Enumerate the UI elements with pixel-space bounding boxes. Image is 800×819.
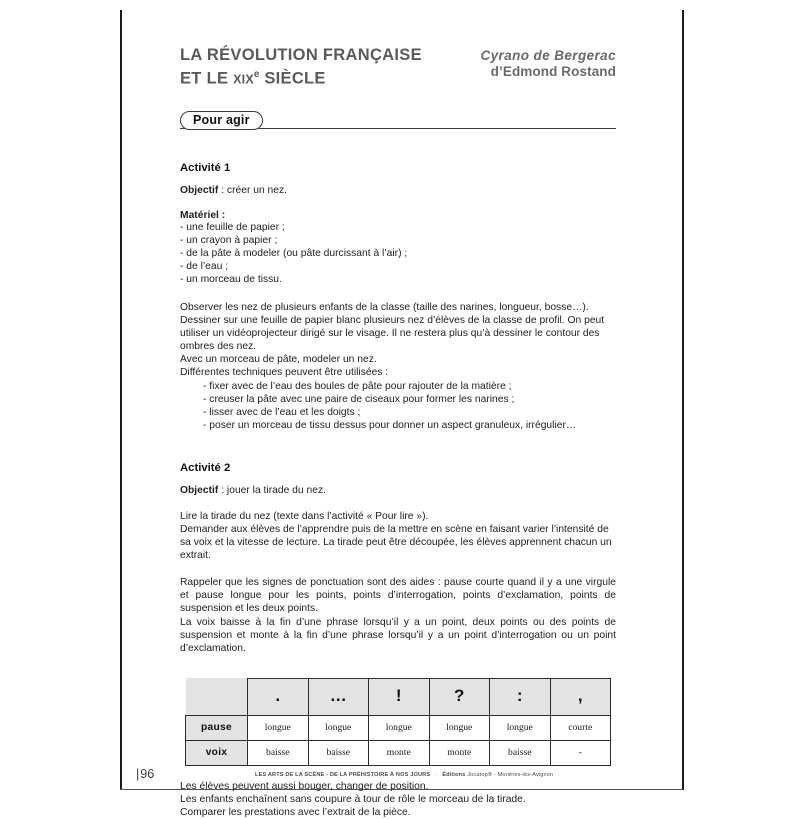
footer-publisher-prefix: Éditions — [442, 772, 466, 778]
page-title-century: XIX — [233, 72, 254, 87]
footer-separator: · — [435, 772, 438, 778]
page-number-value: 96 — [140, 767, 155, 781]
materiel-item: - de l’eau ; — [180, 261, 229, 273]
table-row — [186, 715, 611, 740]
activity-2-paragraph-2 — [180, 576, 616, 655]
activity-1-objectif-text: : créer un nez. — [218, 184, 288, 196]
table-cell: courte — [550, 715, 611, 740]
activity-2-closing-line: Comparer les prestations avec l’extrait de la pièce. — [180, 807, 411, 818]
table-cell: monte — [369, 740, 430, 765]
activity-2-paragraph-line: Demander aux élèves de l’apprendre puis de la mettre en scène en faisant varier l’intensité de sa voix et la vitesse de lecture. La tirade peut être découpée, les élèves apprennent chacun un extrait. — [180, 523, 612, 562]
activity-1-paragraph-line: Avec un morceau de pâte, modeler un nez. — [180, 354, 377, 366]
section-tab-pour-agir: Pour agir — [180, 111, 263, 130]
table-row-label: pause — [186, 715, 248, 740]
activity-2-closing-line: Les élèves peuvent aussi bouger, changer de position. — [180, 780, 429, 792]
table-header-cell: , — [550, 678, 611, 715]
activity-2-heading: Activité 2 — [180, 461, 231, 474]
page-footer — [120, 766, 683, 788]
table-header-cell: ! — [369, 678, 430, 715]
page-title-line-2-post: SIÈCLE — [259, 69, 326, 88]
table-cell: longue — [429, 715, 490, 740]
activity-1-objectif — [180, 185, 616, 196]
activity-2-objectif-text: : jouer la tirade du nez. — [218, 484, 326, 496]
page-number-bar: | — [136, 767, 140, 781]
activity-1-objectif-label: Objectif — [180, 184, 219, 196]
page-number — [136, 767, 154, 781]
table-row — [186, 740, 611, 765]
page-frame-right-rule — [682, 10, 684, 790]
footer-credit — [255, 772, 553, 778]
table-header-cell: ? — [429, 678, 490, 715]
activity-1-materiel — [180, 210, 616, 287]
activity-1-paragraph-line: Différentes techniques peuvent être utilisées : — [180, 367, 389, 379]
activity-2-closing-line: Les enfants enchaînent sans coupure à tour de rôle le morceau de la tirade. — [180, 793, 526, 805]
activity-2-paragraph-line: Lire la tirade du nez (texte dans l’activité « Pour lire »). — [180, 510, 429, 522]
activity-1-paragraph — [180, 301, 616, 432]
footer-publisher-name: Jocatop® — [467, 772, 493, 778]
table-header-cell: : — [490, 678, 551, 715]
table-cell: baisse — [308, 740, 369, 765]
table-cell: baisse — [248, 740, 309, 765]
table-cell: monte — [429, 740, 490, 765]
materiel-item: - un morceau de tissu. — [180, 274, 282, 286]
page-content — [180, 40, 616, 819]
materiel-item: - de la pâte à modeler (ou pâte durcissant à l’air) ; — [180, 248, 408, 260]
technique-item: - fixer avec de l’eau des boules de pâte pour rajouter de la matière ; — [203, 380, 512, 392]
table-cell: - — [550, 740, 611, 765]
page-frame-left-rule — [120, 10, 122, 790]
activity-2-paragraph-line: La voix baisse à la fin d’une phrase lorsqu’il y a un point, deux points ou des points de suspension et monte à la fin d’une phrase lorsqu’il y a un point d’interrogation ou un point d’exclamation. — [180, 616, 616, 654]
footer-book-title: LES ARTS DE LA SCÈNE - DE LA PRÉHISTOIRE À NOS JOURS — [255, 772, 431, 778]
activity-2-objectif — [180, 485, 616, 496]
table-header-row — [186, 678, 611, 715]
table-cell: longue — [490, 715, 551, 740]
footer-publisher-city: - Morières-lès-Avignon — [493, 772, 554, 778]
table-corner-cell — [186, 678, 248, 715]
activity-2-paragraph-line: Rappeler que les signes de ponctuation sont des aides : pause courte quand il y a une virgule et pause longue pour les points, points d’interrogation, points d’exclamation, points de suspension et les deux points. — [180, 577, 616, 615]
activity-2-objectif-label: Objectif — [180, 484, 219, 496]
table-cell: longue — [308, 715, 369, 740]
materiel-item: - une feuille de papier ; — [180, 222, 285, 234]
page-title-line-2-pre: ET LE — [180, 69, 234, 88]
table-cell: longue — [248, 715, 309, 740]
work-title: Cyrano de Bergerac — [480, 48, 616, 63]
page-title-line-2 — [180, 65, 422, 90]
work-author: d’Edmond Rostand — [490, 64, 616, 79]
section-tab-container — [180, 111, 616, 132]
materiel-label: Matériel : — [180, 209, 226, 221]
activity-1-paragraph-line: Dessiner sur une feuille de papier blanc plusieurs nez d’élèves de la classe de profil. On peut utiliser un vidéoprojecteur dirigé sur le visage. Il ne restera plus qu’à dessiner le contour des ombres des nez. — [180, 315, 605, 353]
activity-1-paragraph-line: Observer les nez de plusieurs enfants de la classe (taille des narines, longueur, bosse…). — [180, 301, 589, 313]
activity-2-paragraph-1 — [180, 510, 616, 562]
document-header — [180, 40, 616, 90]
technique-item: - poser un morceau de tissu dessus pour donner un aspect granuleux, irrégulier… — [203, 419, 577, 431]
page-title-line-1: LA RÉVOLUTION FRANÇAISE — [180, 46, 422, 64]
page-title — [180, 40, 422, 90]
technique-item: - lisser avec de l’eau et les doigts ; — [203, 406, 361, 418]
technique-item: - creuser la pâte avec une paire de ciseaux pour former les narines ; — [203, 393, 515, 405]
table-cell: baisse — [490, 740, 551, 765]
work-reference — [480, 40, 616, 80]
table-header-cell: . — [248, 678, 309, 715]
materiel-item: - un crayon à papier ; — [180, 235, 278, 247]
page-title-century-suffix: e — [253, 69, 260, 80]
punctuation-table — [185, 678, 611, 766]
activity-1-heading: Activité 1 — [180, 161, 231, 174]
table-row-label: voix — [186, 740, 248, 765]
table-cell: longue — [369, 715, 430, 740]
table-header-cell: … — [308, 678, 369, 715]
